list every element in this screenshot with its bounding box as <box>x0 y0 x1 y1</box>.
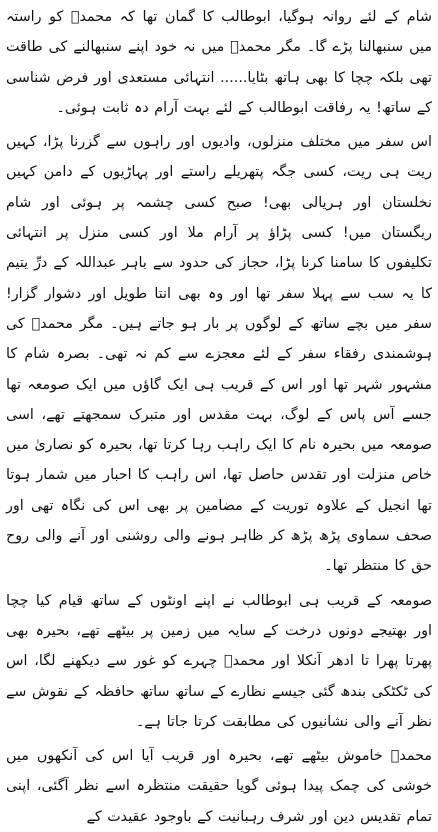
paragraph-bahira: محمدؐ خاموش بیٹھے تھے، بحیرہ اور قریب آیا اس کی آنکھوں میں خوشی کی چمک پیدا ہوئی گویا حقیقت منتظرہ اسے نظر آگئی، اپنی تمام تقدیس دین اور شرف رہبانیت کے باوجود عقیدت کے <box>6 748 432 825</box>
paragraph-monastery: صومعہ کے قریب ہی ابوطالب نے اپنے اونٹوں کے ساتھ قیام کیا چچا اور بھتیجے دونوں درخت کے سایہ میں زمین پر بیٹھے تھے، بحیرہ بھی پھرتا پھرا تا ادھر آنکلا اور محمدؐ چہرے کو غور سے دیکھنے لگا، اس کی ٹکٹکی بندھ گئی جیسے نظارے کے ساتھ ساتھ حافظہ کے نقوش سے نظر آنے والی نشانیوں کی مطابقت کرتا جاتا ہے۔ <box>6 592 432 730</box>
paragraph-journey: اس سفر میں مختلف منزلوں، وادیوں اور راہوں سے گزرنا پڑا، کہیں ریت ہی ریت، کسی جگہ پتھریلے راستے اور پہاڑیوں کے دامن کہیں نخلستان اور ہریالی بھی! صبح کسی چشمہ پر ہوئی اور شام ریگستان میں! کسی پڑاؤ پر آرام ملا اور کسی منزل پر انتہائی تکلیفوں کا سامنا کرنا پڑا، حجاز کی حدود سے باہر عبداللہ کے درِّ یتیم کا یہ سب سے پہلا سفر تھا اور وہ بھی انتا طویل اور دشوار گزار! سفر میں بچے ساتھ کے لوگوں پر بار ہو جاتے ہیں۔ مگر محمدؐ کی ہوشمندی رفقاء سفر کے لئے معجزے سے کم نہ تھی۔ بصرہ شام کا مشہور شہر تھا اور اس کے قریب ہی ایک گاؤں میں ایک صومعہ تھا جسے آس پاس کے لوگ، بہت مقدس اور متبرک سمجھتے تھے، اسی صومعہ میں بحیرہ نام کا ایک راہب رہا کرتا تھا، بحیرہ کو نصاریٰ میں خاص منزلت اور تقدس حاصل تھا، اس راہب کا احبار میں شمار ہوتا تھا انجیل کے علاوہ توریت کے مضامین پر بھی اس کی نگاہ تھی اور صحف سماوی پڑھ پڑھ کر ظاہر ہونے والی روشنی اور آنے والی روح حق کا منتظر تھا۔ <box>6 134 432 575</box>
paragraph-departure: شام کے لئے روانہ ہوگیا، ابوطالب کا گمان تھا کہ محمدؐ کو راستہ میں سنبھالنا پڑے گا۔ مگر محمدؐ میں نہ خود اپنے سنبھالنے کی طاقت تھی بلکہ چچا کا بھی ہاتھ بٹایا...... انتہائی مستعدی اور فرض شناسی کے ساتھ! یہ رفاقت ابوطالب کے لئے بہت آرام دہ ثابت ہوئی۔ <box>6 9 432 116</box>
